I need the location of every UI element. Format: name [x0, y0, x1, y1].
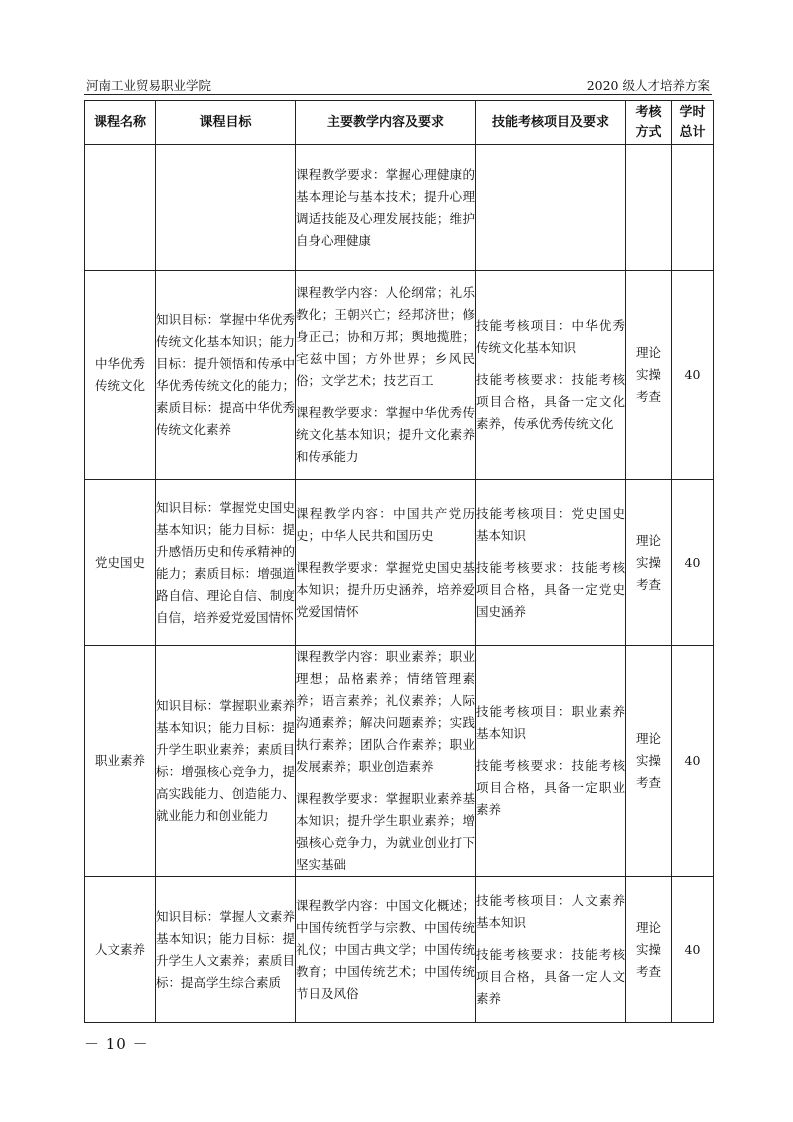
course-content: 课程教学内容：职业素养；职业理想；品格素养；情绪管理素养；语言素养；礼仪素养；人际沟通素养；解决问题素养；实践执行素养；团队合作素养；职业发展素养；职业创造素养 课程教学要求：掌握职业素养基本知识；提升学生职业素养；增强核心竞争力，为就业创业打下坚实基础	[296, 646, 476, 877]
header-content: 主要教学内容及要求	[296, 101, 476, 145]
page-number: － 10 －	[84, 1035, 149, 1053]
header-skill: 技能考核项目及要求	[476, 101, 626, 145]
course-goal	[156, 145, 296, 271]
total-hours: 40	[672, 877, 714, 1023]
table-row	[85, 646, 714, 877]
header-hours: 学时总计	[672, 101, 714, 145]
course-name	[85, 145, 156, 271]
assessment-method	[626, 145, 672, 271]
plan-title: 2020 级人才培养方案	[586, 78, 710, 93]
course-goal: 知识目标：掌握人文素养基本知识；能力目标：提升学生人文素养；素质目标：提高学生综合素质	[156, 877, 296, 1023]
page-header	[84, 74, 712, 95]
course-goal: 知识目标：掌握党史国史基本知识；能力目标：提升感悟历史和传承精神的能力；素质目标：增强道路自信、理论自信、制度自信，培养爱党爱国情怀	[156, 480, 296, 646]
course-goal: 知识目标：掌握中华优秀传统文化基本知识；能力目标：提升领悟和传承中华优秀传统文化的能力；素质目标：提高中华优秀传统文化素养	[156, 271, 296, 480]
table-header-row	[85, 101, 714, 145]
table-row	[85, 145, 714, 271]
total-hours: 40	[672, 646, 714, 877]
course-goal: 知识目标：掌握职业素养基本知识；能力目标：提升学生职业素养；素质目标：增强核心竞争力，提高实践能力、创造能力、就业能力和创业能力	[156, 646, 296, 877]
skill-requirements: 技能考核项目：职业素养基本知识 技能考核要求：技能考核项目合格，具备一定职业素养	[476, 646, 626, 877]
total-hours	[672, 145, 714, 271]
course-name: 职业素养	[85, 646, 156, 877]
course-table	[84, 100, 714, 1023]
assessment-method: 理论实操考查	[626, 480, 672, 646]
header-course-name: 课程名称	[85, 101, 156, 145]
skill-requirements: 技能考核项目：党史国史基本知识 技能考核要求：技能考核项目合格，具备一定党史国史涵养	[476, 480, 626, 646]
skill-requirements: 技能考核项目：人文素养基本知识 技能考核要求：技能考核项目合格，具备一定人文素养	[476, 877, 626, 1023]
header-method: 考核方式	[626, 101, 672, 145]
assessment-method: 理论实操考查	[626, 271, 672, 480]
table-row	[85, 877, 714, 1023]
table-row	[85, 271, 714, 480]
total-hours: 40	[672, 271, 714, 480]
course-content: 课程教学内容：人伦纲常；礼乐教化；王朝兴亡；经邦济世；修身正己；协和万邦；舆地揽胜；宅兹中国；方外世界；乡风民俗；文学艺术；技艺百工 课程教学要求：掌握中华优秀传统文化基本知识；提升文化素养和传承能力	[296, 271, 476, 480]
skill-requirements	[476, 145, 626, 271]
course-content: 课程教学内容：中国共产党历史；中华人民共和国历史 课程教学要求：掌握党史国史基本知识；提升历史涵养，培养爱党爱国情怀	[296, 480, 476, 646]
course-content: 课程教学内容：中国文化概述；中国传统哲学与宗教、中国传统礼仪；中国古典文学；中国传统教育；中国传统艺术；中国传统节日及风俗	[296, 877, 476, 1023]
header-course-goal: 课程目标	[156, 101, 296, 145]
table-row	[85, 480, 714, 646]
course-content: 课程教学要求：掌握心理健康的基本理论与基本技术；提升心理调适技能及心理发展技能；维护自身心理健康	[296, 145, 476, 271]
course-name: 党史国史	[85, 480, 156, 646]
course-name: 人文素养	[85, 877, 156, 1023]
assessment-method: 理论实操考查	[626, 877, 672, 1023]
course-name: 中华优秀传统文化	[85, 271, 156, 480]
school-name: 河南工业贸易职业学院	[86, 78, 212, 93]
total-hours: 40	[672, 480, 714, 646]
assessment-method: 理论实操考查	[626, 646, 672, 877]
skill-requirements: 技能考核项目：中华优秀传统文化基本知识 技能考核要求：技能考核项目合格，具备一定文化素养，传承优秀传统文化	[476, 271, 626, 480]
